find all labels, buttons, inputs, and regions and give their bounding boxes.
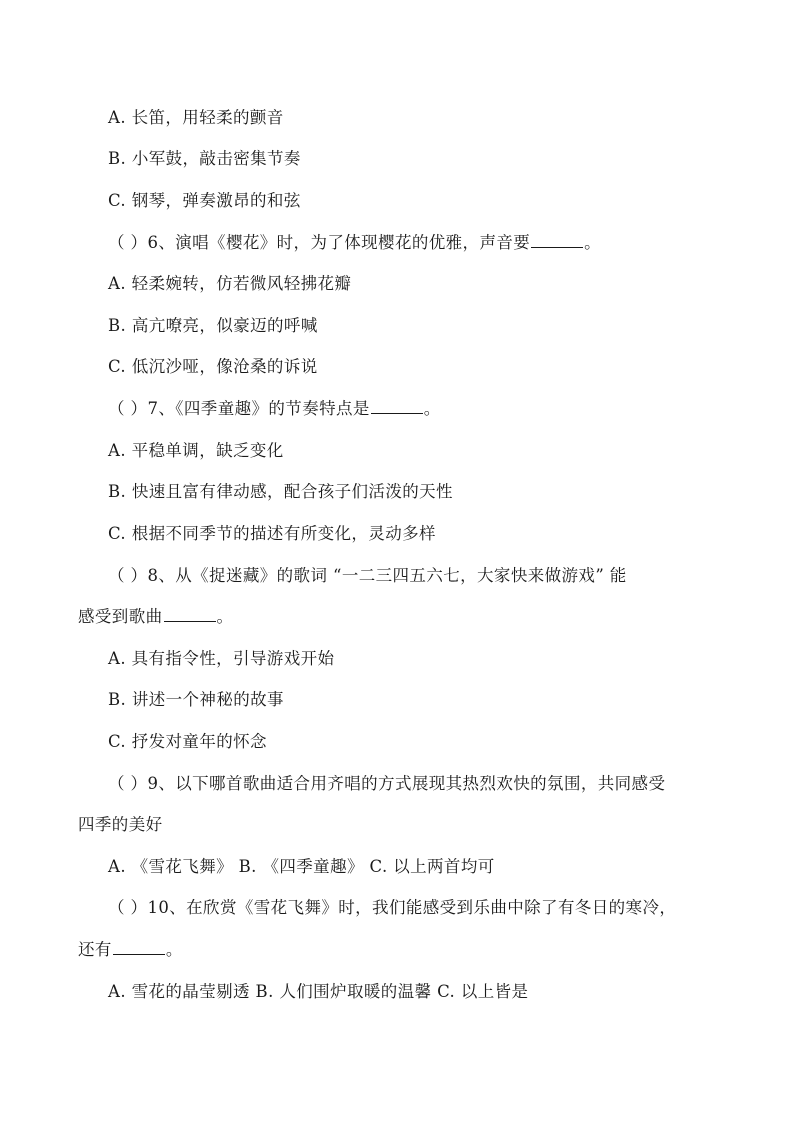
q7-stem-text: （ ）7、《四季童趣》的节奏特点是 [108, 399, 370, 418]
q7-option-c: C. 根据不同季节的描述有所变化，灵动多样 [108, 524, 436, 543]
q10-stem-end: 。 [165, 940, 183, 959]
q8-option-a: A. 具有指令性，引导游戏开始 [108, 649, 335, 668]
q8-stem-line2 [78, 606, 233, 628]
q8-answer-blank[interactable] [164, 607, 216, 622]
q6-option-b: B. 高亢嘹亮，似豪迈的呼喊 [108, 316, 318, 335]
q6-stem-end: 。 [584, 233, 602, 252]
q10-stem-line1: （ ）10、在欣赏《雪花飞舞》时，我们能感受到乐曲中除了有冬日的寒冷， [108, 898, 677, 917]
q8-stem-end: 。 [216, 607, 234, 626]
q9-options: A. 《雪花飞舞》 B. 《四季童趣》 C. 以上两首均可 [108, 857, 495, 876]
q7-answer-blank[interactable] [371, 399, 423, 414]
q7-option-a: A. 平稳单调，缺乏变化 [108, 441, 284, 460]
q10-stem-line2 [78, 939, 183, 961]
q8-stem-line1: （ ）8、从《捉迷藏》的歌词 “一二三四五六七，大家快来做游戏” 能 [108, 566, 627, 585]
q6-option-c: C. 低沉沙哑，像沧桑的诉说 [108, 357, 318, 376]
q8-stem-text: 感受到歌曲 [78, 607, 163, 626]
q7-stem-end: 。 [423, 399, 441, 418]
q10-stem-text: 还有 [78, 940, 112, 959]
q8-option-c: C. 抒发对童年的怀念 [108, 732, 267, 751]
q9-stem-line2: 四季的美好 [78, 815, 163, 834]
q6-answer-blank[interactable] [531, 233, 583, 248]
q6-option-a: A. 轻柔婉转，仿若微风轻拂花瓣 [108, 274, 352, 293]
q9-stem-line1: （ ）9、以下哪首歌曲适合用齐唱的方式展现其热烈欢快的氛围，共同感受 [108, 774, 666, 793]
q10-options: A. 雪花的晶莹剔透 B. 人们围炉取暖的温馨 C. 以上皆是 [108, 982, 529, 1001]
q7-stem [108, 398, 441, 420]
q10-answer-blank[interactable] [113, 940, 165, 955]
q5-option-b: B. 小军鼓，敲击密集节奏 [108, 149, 301, 168]
q5-option-a: A. 长笛，用轻柔的颤音 [108, 108, 284, 127]
q6-stem [108, 232, 601, 254]
q7-option-b: B. 快速且富有律动感，配合孩子们活泼的天性 [108, 482, 453, 501]
q6-stem-text: （ ）6、演唱《樱花》时，为了体现樱花的优雅，声音要 [108, 233, 531, 252]
q8-option-b: B. 讲述一个神秘的故事 [108, 690, 284, 709]
q5-option-c: C. 钢琴，弹奏激昂的和弦 [108, 191, 301, 210]
